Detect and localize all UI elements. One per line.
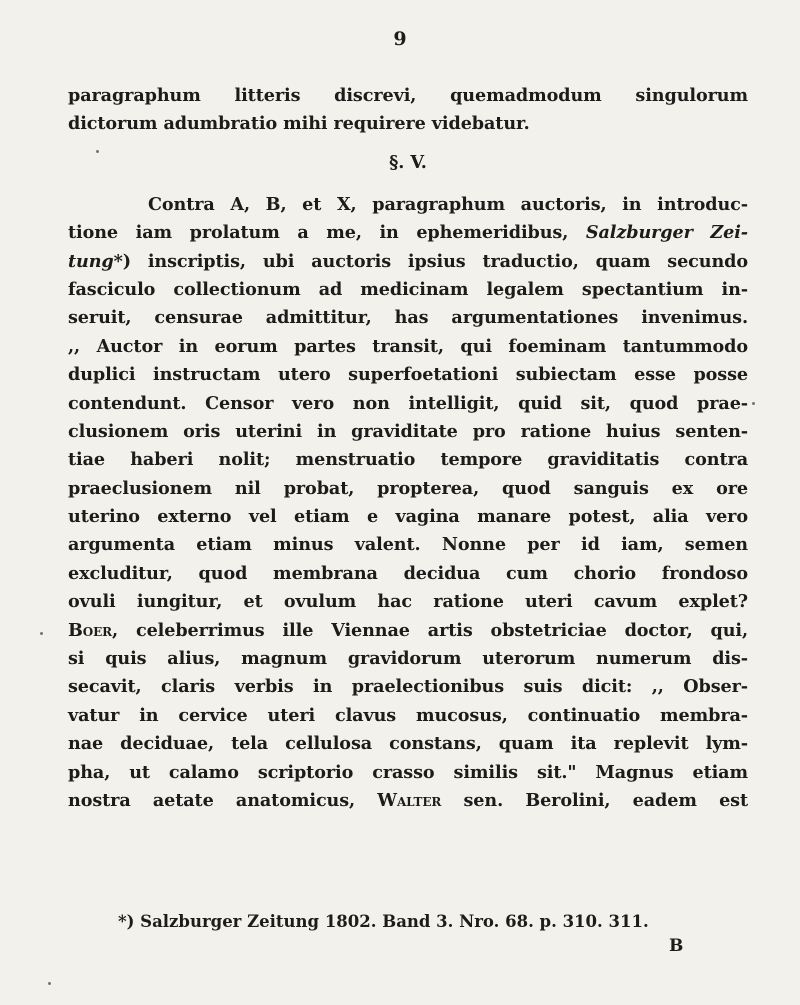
text-line: clusionem oris uterini in graviditate pro ratione huius senten- <box>68 420 748 442</box>
text-line: excluditur, quod membrana decidua cum chorio frondoso <box>68 562 748 584</box>
text-line: dictorum adumbratio mihi requirere videbatur. <box>68 113 530 135</box>
text-line <box>68 248 748 276</box>
page-number: 9 <box>393 28 407 50</box>
text-line: argumenta etiam minus valent. Nonne per id iam, semen <box>68 534 748 556</box>
text-span: *) inscriptis, ubi auctoris ipsius traductio, quam secundo <box>113 250 748 272</box>
paper-speck <box>752 402 755 405</box>
text-line: praeclusionem nil probat, propterea, quod sanguis ex ore <box>68 477 748 499</box>
paper-speck <box>48 982 51 985</box>
section-heading: §. V. <box>389 151 427 173</box>
text-line: seruit, censurae admittitur, has argumentationes invenimus. <box>68 307 748 329</box>
text-line: fasciculo collectionum ad medicinam legalem spectantium in- <box>68 278 748 300</box>
text-line <box>68 617 748 645</box>
text-span: sen. Berolini, eadem est <box>441 789 749 811</box>
paper-speck <box>96 150 99 153</box>
footnote: *) Salzburger Zeitung 1802. Band 3. Nro. 68. p. 310. 311. <box>118 912 649 931</box>
signature-mark: B <box>669 936 684 956</box>
text-line: secavit, claris verbis in praelectionibus suis dicit: ,, Obser- <box>68 676 748 698</box>
text-line: nae deciduae, tela cellulosa constans, quam ita replevit lym- <box>68 733 748 755</box>
body-text <box>68 82 748 815</box>
author-name: Boer <box>68 619 113 641</box>
author-name: Walter <box>377 789 442 811</box>
text-line: tiae haberi nolit; menstruatio tempore graviditatis contra <box>68 449 748 471</box>
text-line: si quis alius, magnum gravidorum uterorum numerum dis- <box>68 648 748 670</box>
italic-title: tung <box>68 250 114 272</box>
paper-speck <box>40 632 43 635</box>
text-line <box>68 219 748 247</box>
text-line: duplici instructam utero superfoetationi subiectam esse posse <box>68 364 748 386</box>
italic-title: Salzburger Zei- <box>585 222 748 244</box>
text-span: tione iam prolatum a me, in ephemeridibus, <box>68 222 586 244</box>
text-line <box>68 787 748 815</box>
text-line: contendunt. Censor vero non intelligit, quid sit, quod prae- <box>68 392 748 414</box>
text-line: Contra A, B, et X, paragraphum auctoris, in introduc- <box>148 193 748 215</box>
text-span: nostra aetate anatomicus, <box>68 789 378 811</box>
text-line: pha, ut calamo scriptorio crasso similis sit." Magnus etiam <box>68 761 748 783</box>
text-line: paragraphum litteris discrevi, quemadmodum singulorum <box>68 85 748 106</box>
text-line: uterino externo vel etiam e vagina manare potest, alia vero <box>68 506 748 528</box>
text-line: ovuli iungitur, et ovulum hac ratione uteri cavum explet? <box>68 591 748 613</box>
text-line: vatur in cervice uteri clavus mucosus, continuatio membra- <box>68 704 748 726</box>
text-span: , celeberrimus ille Viennae artis obstetriciae doctor, qui, <box>112 619 748 641</box>
text-line: ,, Auctor in eorum partes transit, qui foeminam tantummodo <box>68 335 748 357</box>
